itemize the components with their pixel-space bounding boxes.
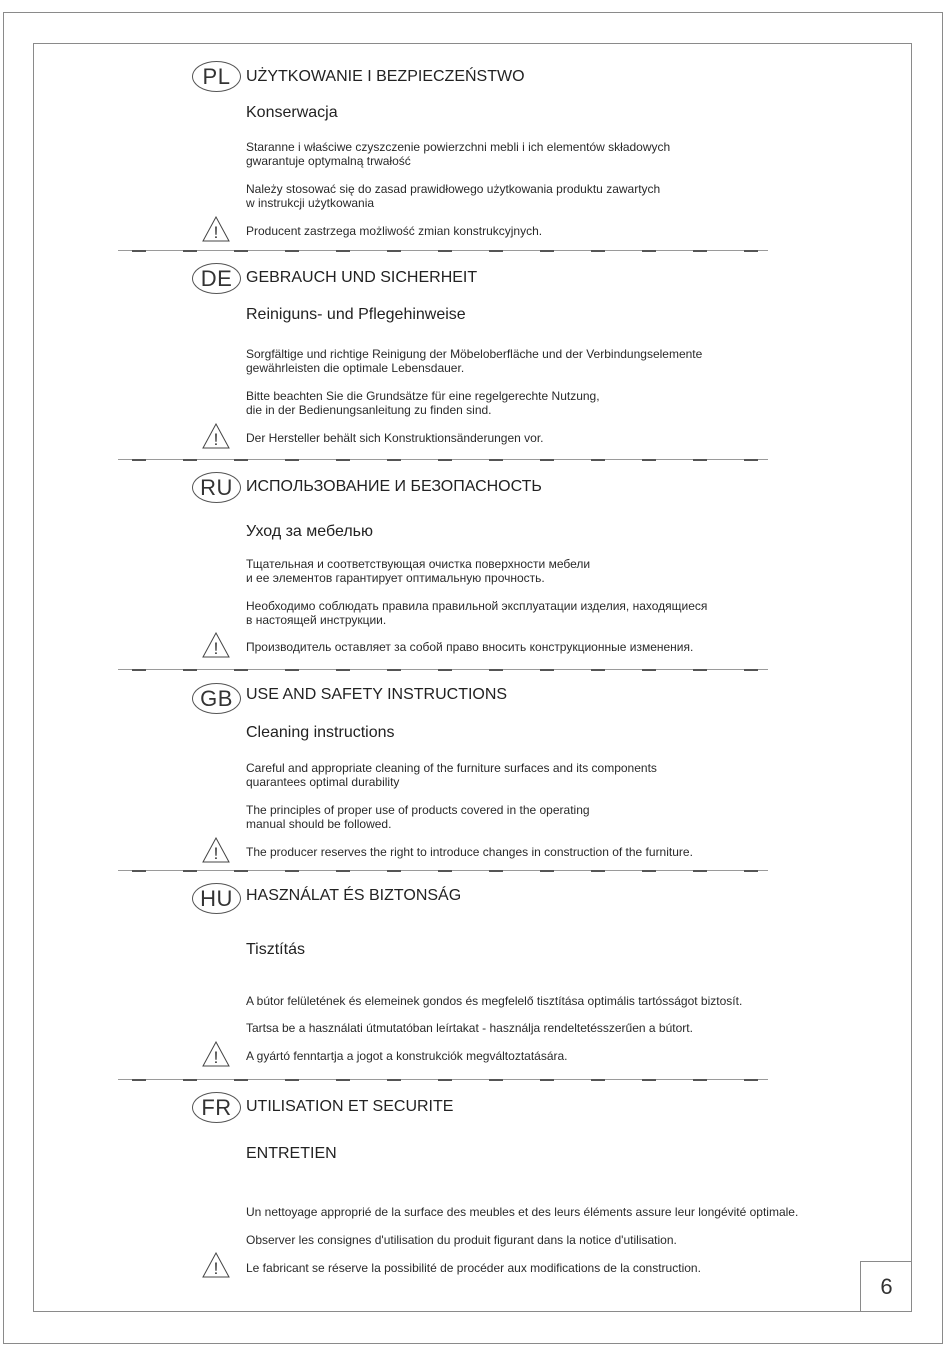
- section-divider: [118, 250, 768, 251]
- section-title: USE AND SAFETY INSTRUCTIONS: [246, 686, 508, 703]
- language-badge: FR: [192, 1092, 241, 1123]
- section-title: HASZNÁLAT ÉS BIZTONSÁG: [246, 887, 462, 904]
- paragraph: A bútor felületének és elemeinek gondos és megfelelő tisztítása optimális tartósságot biztosít.: [246, 994, 743, 1008]
- section-divider: [118, 870, 768, 871]
- paragraph: Un nettoyage approprié de la surface des meubles et des leurs éléments assure leur longévité optimale.: [246, 1205, 799, 1219]
- section-title: ИСПОЛЬЗОВАНИЕ И БЕЗОПАСНОСТЬ: [246, 478, 542, 495]
- warning-text: Der Hersteller behält sich Konstruktionsänderungen vor.: [246, 431, 544, 445]
- svg-text:!: !: [213, 1048, 219, 1067]
- section-subtitle: Konserwacja: [246, 104, 338, 121]
- warning-icon: [202, 1041, 230, 1067]
- paragraph: Bitte beachten Sie die Grundsätze für eine regelgerechte Nutzung, die in der Bedienungsanleitung zu finden sind.: [246, 389, 600, 417]
- section-subtitle: Уход за мебелью: [246, 523, 374, 540]
- svg-text:!: !: [213, 844, 219, 863]
- section-subtitle: ENTRETIEN: [246, 1145, 337, 1162]
- section-divider: [118, 459, 768, 460]
- language-badge: HU: [192, 883, 241, 914]
- warning-text: Le fabricant se réserve la possibilité de procéder aux modifications de la construction.: [246, 1261, 701, 1275]
- svg-text:!: !: [213, 430, 219, 449]
- paragraph: Необходимо соблюдать правила правильной эксплуатации изделия, находящиеся в настоящей инструкции.: [246, 599, 708, 627]
- language-badge: RU: [192, 472, 241, 503]
- paragraph: Observer les consignes d'utilisation du produit figurant dans la notice d'utilisation.: [246, 1233, 677, 1247]
- svg-text:!: !: [213, 639, 219, 658]
- section-subtitle: Cleaning instructions: [246, 724, 395, 741]
- section-subtitle: Reiniguns- und Pflegehinweise: [246, 306, 466, 323]
- paragraph: Tartsa be a használati útmutatóban leírtakat - használja rendeltetésszerűen a bútort.: [246, 1021, 693, 1035]
- warning-icon: [202, 1252, 230, 1278]
- section-divider: [118, 1079, 768, 1080]
- section-title: GEBRAUCH UND SICHERHEIT: [246, 269, 478, 286]
- paragraph: Careful and appropriate cleaning of the furniture surfaces and its components quarantees optimal durability: [246, 761, 657, 789]
- language-badge: PL: [192, 61, 241, 92]
- section-title: UŻYTKOWANIE I BEZPIECZEŃSTWO: [246, 68, 525, 85]
- warning-icon: [202, 632, 230, 658]
- paragraph: Staranne i właściwe czyszczenie powierzchni mebli i ich elementów składowych gwarantuje optymalną trwałość: [246, 140, 671, 168]
- warning-icon: [202, 423, 230, 449]
- warning-icon: [202, 837, 230, 863]
- svg-text:!: !: [213, 1259, 219, 1278]
- svg-text:!: !: [213, 223, 219, 242]
- warning-text: A gyártó fenntartja a jogot a konstrukciók megváltoztatására.: [246, 1049, 568, 1063]
- section-divider: [118, 669, 768, 670]
- warning-text: The producer reserves the right to introduce changes in construction of the furniture.: [246, 845, 693, 859]
- section-title: UTILISATION ET SECURITE: [246, 1098, 454, 1115]
- warning-text: Производитель оставляет за собой право вносить конструкционные изменения.: [246, 640, 694, 654]
- paragraph: Тщательная и соответствующая очистка поверхности мебели и ее элементов гарантирует оптимальную прочность.: [246, 557, 591, 585]
- warning-text: Producent zastrzega możliwość zmian konstrukcyjnych.: [246, 224, 543, 238]
- paragraph: Sorgfältige und richtige Reinigung der Möbeloberfläche und der Verbindungselemente gewährleisten die optimale Lebensdauer.: [246, 347, 703, 375]
- language-badge: GB: [192, 683, 241, 714]
- warning-icon: [202, 216, 230, 242]
- section-subtitle: Tisztítás: [246, 941, 305, 958]
- paragraph: Należy stosować się do zasad prawidłowego użytkowania produktu zawartych w instrukcji użytkowania: [246, 182, 661, 210]
- language-badge: DE: [192, 263, 241, 294]
- paragraph: The principles of proper use of products covered in the operating manual should be followed.: [246, 803, 590, 831]
- page-number: 6: [860, 1261, 912, 1312]
